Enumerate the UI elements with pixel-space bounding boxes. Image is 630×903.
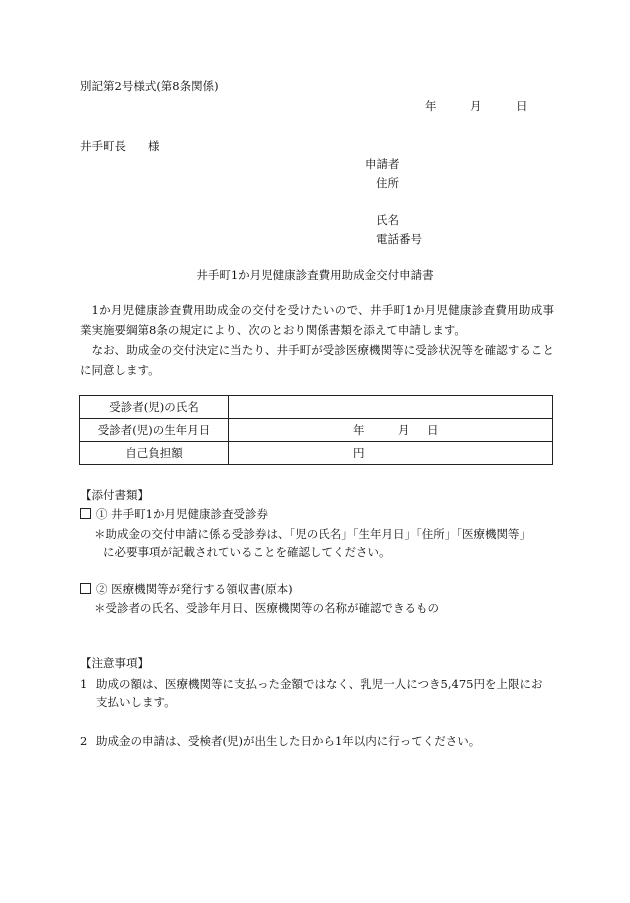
note-2-text: 助成金の申請は、受検者(児)が出生した日から1年以内に行ってください。 xyxy=(96,734,481,748)
note-1-number: 1 xyxy=(80,677,88,691)
body-paragraph-2: なお、助成金の交付決定に当たり、井手町が受診医療機関等に受診状況等を確認することに同意します。 xyxy=(80,343,554,377)
birth-day-unit: 日 xyxy=(427,423,439,437)
attachment-2-checkbox[interactable] xyxy=(80,583,91,594)
applicant-info-table xyxy=(79,395,553,465)
name-label: 氏名 xyxy=(376,213,399,227)
note-1-line-1: 助成の額は、医療機関等に支払った金額ではなく、乳児一人につき5,475円を上限にお xyxy=(96,677,543,691)
child-birthdate-label: 受診者(児)の生年月日 xyxy=(80,419,229,442)
child-name-field[interactable] xyxy=(229,396,553,419)
table-row xyxy=(80,396,553,419)
applicant-heading: 申請者 xyxy=(365,157,400,171)
phone-label: 電話番号 xyxy=(376,232,422,246)
birth-month-unit: 月 xyxy=(398,423,410,437)
document-title: 井手町1か月児健康診査費用助成金交付申請書 xyxy=(196,268,434,282)
note-1-line-2: 支払いします。 xyxy=(96,695,176,709)
yen-unit: 円 xyxy=(353,446,365,460)
notes-heading: 【注意事項】 xyxy=(80,656,149,670)
attachment-1-note-line-1: ＊助成金の交付申請に係る受診券は、「児の氏名」「生年月日」「住所」「医療機関等」 xyxy=(94,527,531,541)
table-row xyxy=(80,419,553,442)
address-label: 住所 xyxy=(376,176,399,190)
child-name-label: 受診者(児)の氏名 xyxy=(80,396,229,419)
birth-year-unit: 年 xyxy=(353,423,365,437)
table-row xyxy=(80,442,553,465)
body-paragraph-1: 1か月児健康診査費用助成金の交付を受けたいので、井手町1か月児健康診査費用助成事業実施要綱第8条の規定により、次のとおり関係書類を添えて申請します。 xyxy=(80,303,554,337)
attachment-1-checkbox[interactable] xyxy=(80,508,91,519)
attachment-2-title: ② 医療機関等が発行する領収書(原本) xyxy=(96,582,293,596)
date-day-label: 日 xyxy=(516,99,528,113)
attachment-1-note-line-2: に必要事項が記載されていることを確認してください。 xyxy=(103,545,391,559)
addressee-honorific: 様 xyxy=(148,139,160,153)
attachment-item-2 xyxy=(80,581,293,597)
copayment-label: 自己負担額 xyxy=(80,442,229,465)
date-month-label: 月 xyxy=(470,99,482,113)
addressee: 井手町長 xyxy=(80,139,126,153)
child-birthdate-field[interactable] xyxy=(229,419,553,442)
note-2-number: 2 xyxy=(80,734,88,748)
form-number: 別記第2号様式(第8条関係) xyxy=(80,79,219,93)
attachments-heading: 【添付書類】 xyxy=(80,488,149,502)
attachment-1-title: ① 井手町1か月児健康診査受診券 xyxy=(96,507,268,521)
attachment-2-note: ＊受診者の氏名、受診年月日、医療機関等の名称が確認できるもの xyxy=(94,601,439,615)
copayment-field[interactable] xyxy=(229,442,553,465)
date-year-label: 年 xyxy=(425,99,437,113)
attachment-item-1 xyxy=(80,506,268,522)
